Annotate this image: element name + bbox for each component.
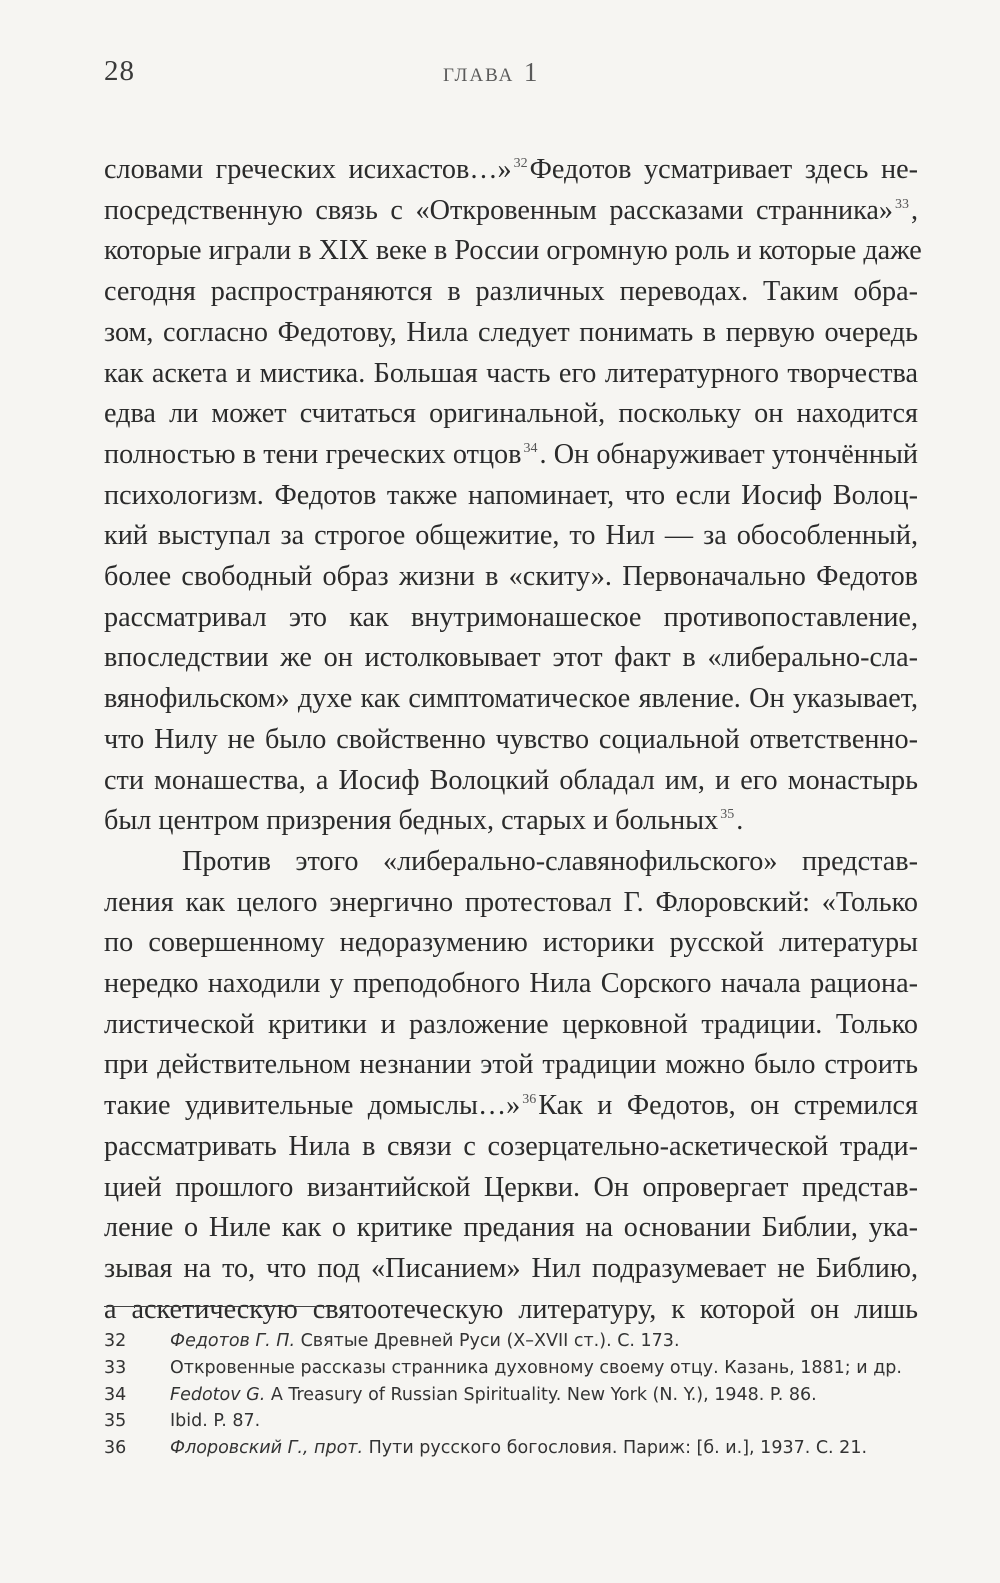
footnote-text	[170, 1408, 260, 1435]
text-line	[104, 557, 918, 598]
text-line	[104, 761, 918, 802]
footnote-body: Пути русского богословия. Париж: [б. и.], 1937. С. 21.	[363, 1438, 868, 1459]
text-line	[104, 191, 918, 232]
text-line	[104, 354, 918, 395]
text-segment: едва ли может считаться оригинальной, поскольку он находится	[104, 398, 918, 430]
text-line	[104, 313, 918, 354]
text-segment: Против этого «либерально-славянофильского» представ-	[182, 845, 918, 877]
text-line	[104, 394, 918, 435]
text-segment: по совершенному недоразумению историки русской литературы	[104, 927, 918, 959]
footnote-ref[interactable]: 36	[522, 1092, 537, 1108]
text-segment: сти монашества, а Иосиф Волоцкий обладал им, и его монастырь	[104, 764, 918, 796]
text-segment: цией прошлого византийской Церкви. Он опровергает представ-	[104, 1171, 918, 1203]
text-line	[104, 1208, 918, 1249]
text-segment: при действительном незнании этой традиции можно было строить	[104, 1049, 918, 1081]
text-line	[104, 883, 918, 924]
text-line	[104, 1290, 918, 1331]
footnote-text	[170, 1382, 817, 1409]
text-line	[104, 923, 918, 964]
text-segment: Федотов усматривает здесь не-	[529, 154, 919, 185]
text-segment: ,	[910, 194, 918, 226]
footnote-ref[interactable]: 32	[513, 156, 528, 171]
text-line	[104, 1005, 918, 1046]
footnote-ref[interactable]: 34	[523, 440, 538, 456]
text-line	[104, 516, 918, 557]
text-line	[104, 150, 918, 191]
text-segment: листической критики и разложение церковной традиции. Только	[104, 1008, 918, 1040]
text-segment: ления как целого энергично протестовал Г. Флоровский: «Только	[104, 886, 918, 918]
text-line	[104, 964, 918, 1005]
text-segment: как аскета и мистика. Большая часть его литературного творчества	[104, 357, 918, 389]
page-header	[104, 55, 896, 95]
text-segment: впоследствии же он истолковывает этот факт в «либерально-сла-	[104, 642, 918, 674]
footnote-ref[interactable]: 33	[894, 196, 909, 212]
footnote	[104, 1328, 918, 1355]
footnote-text	[170, 1435, 867, 1462]
footnote-number: 32	[104, 1331, 127, 1351]
text-segment: а аскетическую святоотеческую литературу, к которой он лишь	[104, 1293, 918, 1325]
footnote-ref[interactable]: 35	[720, 807, 735, 823]
chapter-label: ГЛАВА	[443, 65, 515, 86]
text-line	[104, 1249, 918, 1290]
text-line	[104, 1168, 918, 1209]
running-head	[443, 57, 537, 88]
text-line	[104, 231, 922, 272]
footnote-body: Святые Древней Руси (X–XVII ст.). С. 173.	[295, 1331, 680, 1351]
text-segment: сегодня распространяются в различных переводах. Таким обра-	[104, 276, 918, 308]
footnote	[104, 1382, 918, 1409]
text-line	[104, 801, 918, 842]
footnotes	[104, 1328, 918, 1462]
text-line	[104, 435, 918, 476]
footnote-text	[170, 1328, 680, 1355]
text-segment: .	[736, 805, 744, 837]
text-line	[104, 679, 918, 720]
footnote	[104, 1408, 918, 1435]
text-segment: такие удивительные домыслы…»	[104, 1090, 521, 1122]
text-segment: нередко находили у преподобного Нила Сорского начала рациона-	[104, 968, 918, 1000]
text-segment: психологизм. Федотов также напоминает, что если Иосиф Волоц-	[104, 479, 918, 511]
text-segment: полностью в тени греческих отцов	[104, 438, 522, 470]
text-line	[104, 1127, 918, 1168]
footnote-author: Федотов Г. П.	[170, 1331, 296, 1351]
footnote-separator	[104, 1306, 334, 1307]
page-number: 28	[104, 55, 135, 87]
text-segment: кий выступал за строгое общежитие, то Нил — за обособленный,	[104, 520, 918, 552]
footnote-author: Флоровский Г., прот.	[170, 1438, 364, 1459]
footnote-number: 35	[104, 1411, 127, 1432]
footnote	[104, 1435, 918, 1462]
text-line	[104, 598, 918, 639]
footnote-body: Откровенные рассказы странника духовному своему отцу. Казань, 1881; и др.	[170, 1357, 902, 1378]
text-segment: ление о Ниле как о критике предания на основании Библии, ука-	[104, 1212, 918, 1244]
footnote-number: 36	[104, 1438, 127, 1459]
text-segment: рассматривал это как внутримонашеское противопоставление,	[104, 601, 918, 633]
text-segment: посредственную связь с «Откровенным рассказами странника»	[104, 194, 893, 226]
footnote-number: 34	[104, 1384, 127, 1405]
text-segment: которые играли в XIX веке в России огромную роль и которые даже	[104, 235, 922, 267]
footnote-number: 33	[104, 1357, 127, 1378]
text-line	[104, 1045, 918, 1086]
text-line	[104, 476, 918, 517]
chapter-number: 1	[523, 57, 538, 87]
text-segment: был центром призрения бедных, старых и больных	[104, 805, 719, 837]
text-segment: более свободный образ жизни в «скиту». Первоначально Федотов	[104, 561, 918, 593]
text-line	[104, 272, 918, 313]
footnote-author: Fedotov G.	[170, 1384, 266, 1405]
text-line	[104, 842, 918, 883]
text-line	[104, 1086, 918, 1127]
text-segment: рассматривать Нила в связи с созерцательно-аскетической тради-	[104, 1130, 918, 1162]
text-segment: Как и Федотов, он стремился	[538, 1090, 918, 1122]
footnote-text	[170, 1355, 902, 1382]
body-text	[104, 150, 922, 1330]
footnote-body: A Treasury of Russian Spirituality. New York (N. Y.), 1948. P. 86.	[265, 1384, 817, 1405]
text-segment: . Он обнаруживает утончённый	[539, 438, 918, 470]
text-line	[104, 638, 918, 679]
text-segment: вянофильском» духе как симптоматическое явление. Он указывает,	[104, 683, 918, 715]
text-line	[104, 720, 918, 761]
footnote-body: Ibid. P. 87.	[170, 1411, 261, 1432]
text-segment: что Нилу не было свойственно чувство социальной ответственно-	[104, 723, 918, 755]
text-segment: словами греческих исихастов…»	[104, 154, 512, 185]
text-segment: зывая на то, что под «Писанием» Нил подразумевает не Библию,	[104, 1252, 918, 1284]
footnote	[104, 1355, 918, 1382]
text-segment: зом, согласно Федотову, Нила следует понимать в первую очередь	[104, 316, 918, 348]
